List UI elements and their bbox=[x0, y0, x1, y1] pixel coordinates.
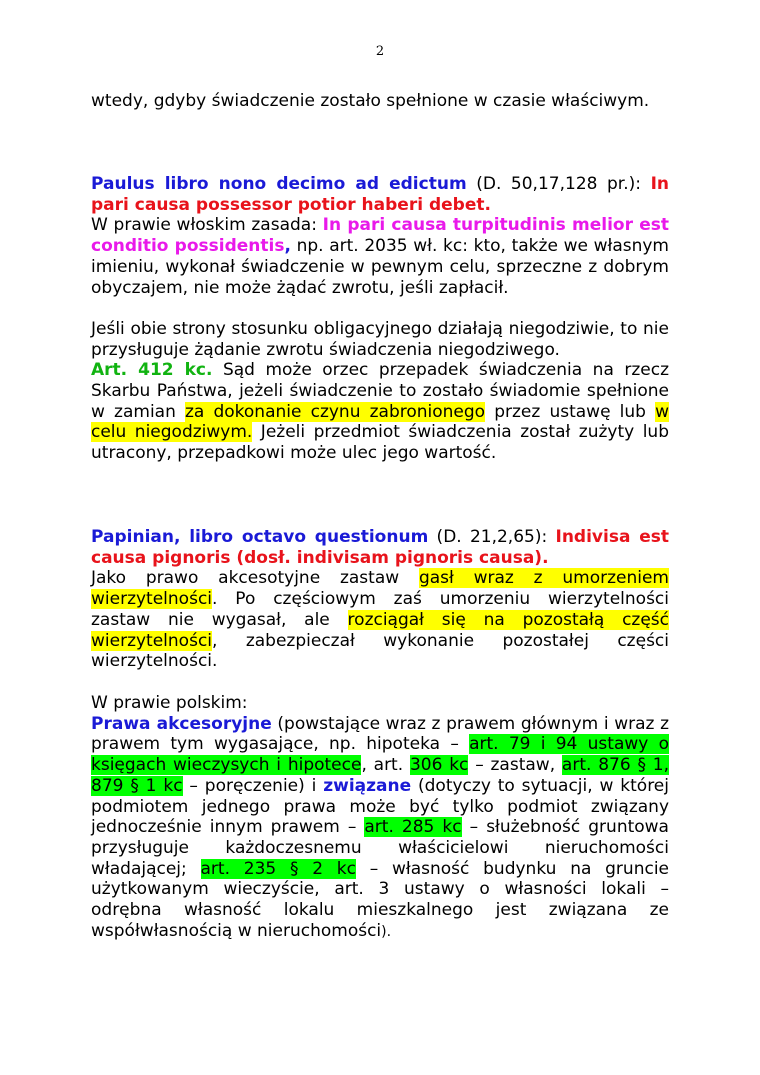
text: – zastaw, bbox=[468, 755, 562, 776]
text: W prawie włoskim zasada: bbox=[91, 215, 323, 236]
latin-translation: dosł. indivisam pignoris causa bbox=[244, 547, 535, 568]
paragraph-polish-law-heading bbox=[91, 693, 669, 714]
text: Sąd może orzec przepadek świadczenia na rzecz Skarbu Państwa, jeżeli świadczenie to zostało świadomie spełnione w zamian bbox=[91, 360, 669, 422]
text: ). bbox=[381, 923, 392, 940]
paragraph-continuation bbox=[91, 91, 669, 112]
highlighted-text: w celu niegodziwym. bbox=[91, 401, 669, 443]
text: , bbox=[284, 236, 291, 257]
page-number: 2 bbox=[375, 44, 385, 59]
paragraph-accessory-rights bbox=[91, 714, 669, 943]
term: związane bbox=[323, 775, 412, 796]
text: (powstające wraz z prawem głównym i wraz z prawem tym wygasające, np. hipoteka – bbox=[91, 713, 669, 755]
paragraph-paulus bbox=[91, 174, 669, 215]
text: np. art. 2035 wł. kc: kto, także we własnym imieniu, wykonał świadczenie w pewnym celu, sprzeczne z dobrym obyczajem, nie może żądać zwrotu, jeśli zapłacił. bbox=[91, 236, 669, 298]
latin-maxim: In pari causa turpitudinis melior est conditio possidentis bbox=[91, 215, 670, 257]
text: W prawie polskim: bbox=[91, 693, 248, 713]
highlighted-text: rozciągał się na pozostałą część wierzytelności bbox=[91, 609, 669, 651]
text: – poręczenie) i bbox=[182, 775, 324, 796]
text: (dotyczy to sytuacji, w której podmiotem jednego prawa może być tylko podmiot związany jednocześnie innym prawem – bbox=[91, 775, 669, 838]
highlighted-text: gasł wraz z umorzeniem wierzytelności bbox=[91, 568, 669, 610]
text: Jeżeli przedmiot świadczenia został zużyty lub utracony, przepadkowi może ulec jego wartość. bbox=[91, 422, 669, 464]
latin-maxim: Indivisa est causa pignoris bbox=[91, 527, 669, 568]
text: , art. bbox=[361, 755, 410, 776]
paragraph-obligation bbox=[91, 319, 669, 360]
highlighted-reference: art. 876 § 1, 879 § 1 kc bbox=[91, 755, 669, 796]
text: Jeśli obie strony stosunku obligacyjnego działają niegodziwie, to nie przysługuje żądanie zwrotu świadczenia niegodziwego. bbox=[91, 318, 669, 360]
text: przez ustawę lub bbox=[485, 401, 656, 422]
author-citation: Papinian, libro octavo questionum bbox=[91, 527, 429, 547]
digest-reference: (D. 21,2,65): bbox=[428, 527, 556, 547]
digest-reference: (D. 50,17,128 pr.): bbox=[466, 174, 651, 194]
article-reference: Art. 412 kc. bbox=[91, 360, 213, 381]
latin-maxim: In pari causa possessor potior haberi debet. bbox=[91, 174, 669, 215]
highlighted-text: za dokonanie czynu zabronionego bbox=[185, 401, 486, 422]
paragraph-art-412 bbox=[91, 360, 669, 464]
highlighted-reference: art. 285 kc bbox=[364, 817, 462, 838]
paragraph-italian-law bbox=[91, 215, 669, 298]
paragraph-pledge bbox=[91, 568, 669, 672]
author-citation: Paulus libro nono decimo ad edictum bbox=[91, 174, 467, 194]
highlighted-reference: art. 79 i 94 ustawy o księgach wieczysych i hipotece bbox=[91, 734, 670, 776]
text: ( bbox=[230, 547, 245, 568]
text: – służebność gruntowa przysługuje każdoczesnemu właścicielowi nieruchomości władającej; bbox=[91, 817, 669, 879]
highlighted-reference: 306 kc bbox=[409, 755, 469, 776]
text: Jako prawo akcesotyjne zastaw bbox=[91, 568, 419, 589]
term: Prawa akcesoryjne bbox=[91, 713, 272, 734]
text: ). bbox=[534, 547, 549, 568]
text: wtedy, gdyby świadczenie zostało spełnione w czasie właściwym. bbox=[91, 91, 650, 111]
text: , zabezpieczał wykonanie pozostałej części wierzytelności. bbox=[91, 630, 669, 672]
text: . Po częściowym zaś umorzeniu wierzytelności zastaw nie wygasał, ale bbox=[91, 589, 669, 630]
text: – własność budynku na gruncie użytkowanym wieczyście, art. 3 ustawy o własności lokali – odrębna własność lokalu mieszkalnego jest związana ze współwłasnością w nieruchomości bbox=[91, 858, 669, 941]
paragraph-papinian bbox=[91, 527, 669, 568]
highlighted-reference: art. 235 § 2 kc bbox=[200, 858, 356, 879]
